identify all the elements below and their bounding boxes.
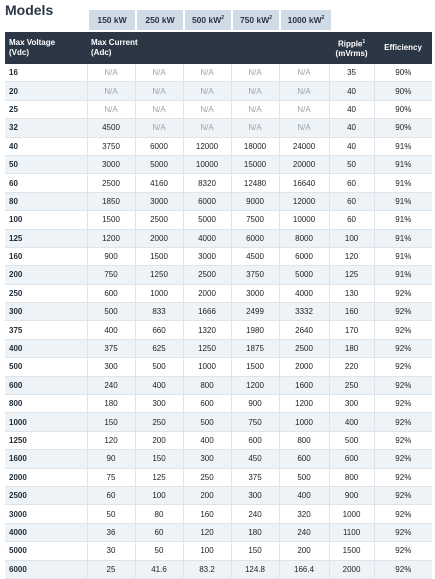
current-150kw-cell: 1850 — [87, 192, 135, 210]
current-250kw-cell: 125 — [135, 468, 183, 486]
voltage-cell: 125 — [5, 229, 87, 247]
ripple-cell: 60 — [329, 174, 374, 192]
efficiency-cell: 92% — [374, 505, 432, 523]
current-1000kw-cell: 10000 — [279, 211, 329, 229]
current-150kw-cell: 500 — [87, 303, 135, 321]
current-500kw-cell: 12000 — [183, 137, 231, 155]
ripple-cell: 130 — [329, 284, 374, 302]
ripple-cell: 800 — [329, 468, 374, 486]
voltage-cell: 300 — [5, 303, 87, 321]
page-title: Models — [5, 2, 54, 18]
current-750kw-cell: 2499 — [231, 303, 279, 321]
table-row — [5, 413, 432, 431]
current-1000kw-cell: 2640 — [279, 321, 329, 339]
current-150kw-cell: 4500 — [87, 119, 135, 137]
current-500kw-cell: 8320 — [183, 174, 231, 192]
table-row — [5, 395, 432, 413]
current-1000kw-cell: 16640 — [279, 174, 329, 192]
current-500kw-cell: 3000 — [183, 247, 231, 265]
current-1000kw-cell: 600 — [279, 450, 329, 468]
current-250kw-cell: 2500 — [135, 211, 183, 229]
current-750kw-cell: 9000 — [231, 192, 279, 210]
voltage-cell: 4000 — [5, 523, 87, 541]
current-500kw-cell: 1666 — [183, 303, 231, 321]
table-row — [5, 100, 432, 118]
efficiency-cell: 92% — [374, 413, 432, 431]
current-500kw-cell: 200 — [183, 486, 231, 504]
current-250kw-cell: 6000 — [135, 137, 183, 155]
voltage-cell: 400 — [5, 339, 87, 357]
current-1000kw-cell: N/A — [279, 82, 329, 100]
current-750kw-cell: 6000 — [231, 229, 279, 247]
voltage-cell: 200 — [5, 266, 87, 284]
current-750kw-cell: N/A — [231, 82, 279, 100]
current-1000kw-cell: 1600 — [279, 376, 329, 394]
efficiency-cell: 91% — [374, 155, 432, 173]
ripple-cell: 60 — [329, 192, 374, 210]
current-500kw-cell: 10000 — [183, 155, 231, 173]
efficiency-cell: 92% — [374, 395, 432, 413]
efficiency-cell: 92% — [374, 468, 432, 486]
table-row — [5, 450, 432, 468]
model-label: 750 kW — [239, 15, 270, 25]
table-row — [5, 505, 432, 523]
ripple-cell: 40 — [329, 119, 374, 137]
ripple-header: Ripple$^1$ (mVrms) — [329, 32, 374, 64]
current-750kw-cell: 180 — [231, 523, 279, 541]
model-footnote: 2 — [269, 15, 273, 21]
current-250kw-cell: 4160 — [135, 174, 183, 192]
current-500kw-cell: 1250 — [183, 339, 231, 357]
current-150kw-cell: N/A — [87, 64, 135, 82]
ripple-cell: 2000 — [329, 560, 374, 578]
voltage-cell: 2500 — [5, 486, 87, 504]
table-row — [5, 303, 432, 321]
efficiency-cell: 92% — [374, 376, 432, 394]
current-750kw-cell: 750 — [231, 413, 279, 431]
current-150kw-cell: 3000 — [87, 155, 135, 173]
voltage-cell: 6000 — [5, 560, 87, 578]
voltage-cell: 600 — [5, 376, 87, 394]
table-row — [5, 523, 432, 541]
voltage-cell: 250 — [5, 284, 87, 302]
ripple-cell: 40 — [329, 100, 374, 118]
voltage-cell: 800 — [5, 395, 87, 413]
current-150kw-cell: 50 — [87, 505, 135, 523]
efficiency-cell: 92% — [374, 560, 432, 578]
current-250kw-cell: 1250 — [135, 266, 183, 284]
model-label: 1000 kW — [287, 15, 322, 25]
ripple-cell: 1100 — [329, 523, 374, 541]
current-500kw-cell: 4000 — [183, 229, 231, 247]
current-150kw-cell: 25 — [87, 560, 135, 578]
current-750kw-cell: 7500 — [231, 211, 279, 229]
current-750kw-cell: 12480 — [231, 174, 279, 192]
voltage-cell: 60 — [5, 174, 87, 192]
ripple-cell: 160 — [329, 303, 374, 321]
current-500kw-cell: 250 — [183, 468, 231, 486]
current-500kw-cell: 1320 — [183, 321, 231, 339]
voltage-cell: 80 — [5, 192, 87, 210]
current-500kw-cell: 1000 — [183, 358, 231, 376]
current-250kw-cell: 150 — [135, 450, 183, 468]
current-150kw-cell: 3750 — [87, 137, 135, 155]
current-1000kw-cell: N/A — [279, 119, 329, 137]
table-row — [5, 64, 432, 82]
efficiency-cell: 92% — [374, 339, 432, 357]
efficiency-cell: 92% — [374, 284, 432, 302]
table-row — [5, 82, 432, 100]
current-250kw-cell: 300 — [135, 395, 183, 413]
current-1000kw-cell: 500 — [279, 468, 329, 486]
current-750kw-cell: 150 — [231, 542, 279, 560]
current-250kw-cell: 200 — [135, 431, 183, 449]
current-250kw-cell: N/A — [135, 82, 183, 100]
voltage-cell: 375 — [5, 321, 87, 339]
current-150kw-cell: 150 — [87, 413, 135, 431]
table-row — [5, 211, 432, 229]
current-250kw-cell: 500 — [135, 358, 183, 376]
ripple-cell: 400 — [329, 413, 374, 431]
current-150kw-cell: 375 — [87, 339, 135, 357]
model-footnote: 2 — [221, 15, 225, 21]
model-tab-1000kw — [281, 10, 331, 30]
current-500kw-cell: 120 — [183, 523, 231, 541]
table-row — [5, 266, 432, 284]
table-header-row — [5, 32, 432, 64]
current-500kw-cell: N/A — [183, 100, 231, 118]
ripple-cell: 250 — [329, 376, 374, 394]
voltage-cell: 3000 — [5, 505, 87, 523]
current-250kw-cell: 833 — [135, 303, 183, 321]
current-150kw-cell: 300 — [87, 358, 135, 376]
current-500kw-cell: 2500 — [183, 266, 231, 284]
efficiency-cell: 91% — [374, 174, 432, 192]
current-250kw-cell: 2000 — [135, 229, 183, 247]
current-750kw-cell: 450 — [231, 450, 279, 468]
voltage-cell: 1250 — [5, 431, 87, 449]
current-750kw-cell: N/A — [231, 64, 279, 82]
current-1000kw-cell: 2500 — [279, 339, 329, 357]
voltage-cell: 25 — [5, 100, 87, 118]
current-750kw-cell: 300 — [231, 486, 279, 504]
ripple-cell: 50 — [329, 155, 374, 173]
ripple-cell: 35 — [329, 64, 374, 82]
current-500kw-cell: 6000 — [183, 192, 231, 210]
voltage-cell: 2000 — [5, 468, 87, 486]
ripple-cell: 900 — [329, 486, 374, 504]
current-750kw-cell: 15000 — [231, 155, 279, 173]
specs-table — [5, 32, 432, 579]
table-row — [5, 247, 432, 265]
table-body — [5, 64, 432, 578]
efficiency-cell: 90% — [374, 100, 432, 118]
current-500kw-cell: 2000 — [183, 284, 231, 302]
current-250kw-cell: 80 — [135, 505, 183, 523]
current-1000kw-cell: 5000 — [279, 266, 329, 284]
voltage-cell: 500 — [5, 358, 87, 376]
current-1000kw-cell: 200 — [279, 542, 329, 560]
efficiency-cell: 92% — [374, 450, 432, 468]
current-500kw-cell: N/A — [183, 82, 231, 100]
current-1000kw-cell: 8000 — [279, 229, 329, 247]
current-250kw-cell: 400 — [135, 376, 183, 394]
ripple-cell: 600 — [329, 450, 374, 468]
current-750kw-cell: 1980 — [231, 321, 279, 339]
current-500kw-cell: 800 — [183, 376, 231, 394]
max-current-header: Max Current (Adc) — [87, 32, 329, 64]
current-250kw-cell: 625 — [135, 339, 183, 357]
table-row — [5, 174, 432, 192]
current-500kw-cell: 100 — [183, 542, 231, 560]
efficiency-cell: 90% — [374, 64, 432, 82]
table-row — [5, 137, 432, 155]
efficiency-cell: 91% — [374, 247, 432, 265]
voltage-cell: 20 — [5, 82, 87, 100]
voltage-cell: 32 — [5, 119, 87, 137]
current-500kw-cell: 400 — [183, 431, 231, 449]
ripple-cell: 1000 — [329, 505, 374, 523]
current-750kw-cell: 375 — [231, 468, 279, 486]
current-150kw-cell: 1500 — [87, 211, 135, 229]
voltage-cell: 5000 — [5, 542, 87, 560]
ripple-cell: 40 — [329, 137, 374, 155]
current-1000kw-cell: 20000 — [279, 155, 329, 173]
ripple-cell: 300 — [329, 395, 374, 413]
ripple-cell: 60 — [329, 211, 374, 229]
current-250kw-cell: 100 — [135, 486, 183, 504]
current-150kw-cell: 750 — [87, 266, 135, 284]
table-row — [5, 155, 432, 173]
current-150kw-cell: 400 — [87, 321, 135, 339]
current-1000kw-cell: 12000 — [279, 192, 329, 210]
table-row — [5, 542, 432, 560]
efficiency-cell: 91% — [374, 211, 432, 229]
table-row — [5, 468, 432, 486]
efficiency-cell: 92% — [374, 486, 432, 504]
current-1000kw-cell: 320 — [279, 505, 329, 523]
model-label: 150 kW — [97, 15, 127, 25]
model-tab-250kw — [137, 10, 183, 30]
current-250kw-cell: N/A — [135, 119, 183, 137]
current-1000kw-cell: 24000 — [279, 137, 329, 155]
ripple-cell: 170 — [329, 321, 374, 339]
efficiency-cell: 92% — [374, 431, 432, 449]
current-250kw-cell: 41.6 — [135, 560, 183, 578]
voltage-cell: 100 — [5, 211, 87, 229]
table-row — [5, 229, 432, 247]
efficiency-cell: 92% — [374, 358, 432, 376]
voltage-cell: 16 — [5, 64, 87, 82]
current-250kw-cell: 5000 — [135, 155, 183, 173]
current-150kw-cell: 600 — [87, 284, 135, 302]
current-500kw-cell: N/A — [183, 64, 231, 82]
efficiency-cell: 92% — [374, 523, 432, 541]
max-voltage-header: Max Voltage (Vdc) — [5, 32, 87, 64]
current-1000kw-cell: 4000 — [279, 284, 329, 302]
current-150kw-cell: N/A — [87, 100, 135, 118]
current-750kw-cell: 3750 — [231, 266, 279, 284]
current-750kw-cell: N/A — [231, 100, 279, 118]
current-750kw-cell: 1875 — [231, 339, 279, 357]
table-row — [5, 284, 432, 302]
efficiency-cell: 92% — [374, 542, 432, 560]
current-500kw-cell: 160 — [183, 505, 231, 523]
current-1000kw-cell: N/A — [279, 100, 329, 118]
current-750kw-cell: 18000 — [231, 137, 279, 155]
current-150kw-cell: 75 — [87, 468, 135, 486]
current-250kw-cell: 60 — [135, 523, 183, 541]
current-150kw-cell: 240 — [87, 376, 135, 394]
model-label: 500 kW — [191, 15, 222, 25]
model-tab-750kw — [233, 10, 279, 30]
current-500kw-cell: 300 — [183, 450, 231, 468]
current-750kw-cell: 4500 — [231, 247, 279, 265]
current-750kw-cell: 240 — [231, 505, 279, 523]
current-250kw-cell: 3000 — [135, 192, 183, 210]
ripple-cell: 125 — [329, 266, 374, 284]
efficiency-cell: 91% — [374, 229, 432, 247]
current-1000kw-cell: 1200 — [279, 395, 329, 413]
current-750kw-cell: 900 — [231, 395, 279, 413]
current-150kw-cell: N/A — [87, 82, 135, 100]
ripple-cell: 500 — [329, 431, 374, 449]
efficiency-header: Efficiency — [374, 32, 432, 64]
current-500kw-cell: 5000 — [183, 211, 231, 229]
current-150kw-cell: 30 — [87, 542, 135, 560]
current-150kw-cell: 1200 — [87, 229, 135, 247]
efficiency-cell: 90% — [374, 82, 432, 100]
current-150kw-cell: 60 — [87, 486, 135, 504]
efficiency-cell: 92% — [374, 303, 432, 321]
current-1000kw-cell: 2000 — [279, 358, 329, 376]
current-150kw-cell: 2500 — [87, 174, 135, 192]
voltage-cell: 1600 — [5, 450, 87, 468]
current-500kw-cell: 600 — [183, 395, 231, 413]
current-150kw-cell: 120 — [87, 431, 135, 449]
current-250kw-cell: 50 — [135, 542, 183, 560]
current-750kw-cell: N/A — [231, 119, 279, 137]
current-250kw-cell: 660 — [135, 321, 183, 339]
current-1000kw-cell: 3332 — [279, 303, 329, 321]
current-1000kw-cell: 1000 — [279, 413, 329, 431]
efficiency-cell: 91% — [374, 266, 432, 284]
current-750kw-cell: 3000 — [231, 284, 279, 302]
voltage-cell: 160 — [5, 247, 87, 265]
current-1000kw-cell: 240 — [279, 523, 329, 541]
ripple-cell: 1500 — [329, 542, 374, 560]
efficiency-cell: 90% — [374, 119, 432, 137]
current-500kw-cell: 500 — [183, 413, 231, 431]
current-150kw-cell: 900 — [87, 247, 135, 265]
current-250kw-cell: N/A — [135, 64, 183, 82]
voltage-cell: 40 — [5, 137, 87, 155]
ripple-cell: 180 — [329, 339, 374, 357]
model-label: 250 kW — [145, 15, 175, 25]
model-footnote: 2 — [321, 15, 325, 21]
efficiency-cell: 92% — [374, 321, 432, 339]
table-row — [5, 431, 432, 449]
table-row — [5, 119, 432, 137]
current-250kw-cell: 250 — [135, 413, 183, 431]
table-row — [5, 560, 432, 578]
voltage-cell: 50 — [5, 155, 87, 173]
current-150kw-cell: 90 — [87, 450, 135, 468]
current-750kw-cell: 1500 — [231, 358, 279, 376]
current-750kw-cell: 600 — [231, 431, 279, 449]
ripple-cell: 120 — [329, 247, 374, 265]
ripple-cell: 40 — [329, 82, 374, 100]
table-row — [5, 376, 432, 394]
table-row — [5, 486, 432, 504]
current-250kw-cell: N/A — [135, 100, 183, 118]
current-150kw-cell: 36 — [87, 523, 135, 541]
efficiency-cell: 91% — [374, 137, 432, 155]
current-1000kw-cell: 400 — [279, 486, 329, 504]
voltage-cell: 1000 — [5, 413, 87, 431]
table-row — [5, 339, 432, 357]
table-row — [5, 192, 432, 210]
current-1000kw-cell: 800 — [279, 431, 329, 449]
current-500kw-cell: N/A — [183, 119, 231, 137]
efficiency-cell: 91% — [374, 192, 432, 210]
table-row — [5, 321, 432, 339]
current-750kw-cell: 124.8 — [231, 560, 279, 578]
ripple-cell: 100 — [329, 229, 374, 247]
model-tab-150kw — [89, 10, 135, 30]
current-500kw-cell: 83.2 — [183, 560, 231, 578]
current-750kw-cell: 1200 — [231, 376, 279, 394]
model-tab-500kw — [185, 10, 231, 30]
current-250kw-cell: 1000 — [135, 284, 183, 302]
ripple-cell: 220 — [329, 358, 374, 376]
current-1000kw-cell: 6000 — [279, 247, 329, 265]
current-150kw-cell: 180 — [87, 395, 135, 413]
current-1000kw-cell: N/A — [279, 64, 329, 82]
current-1000kw-cell: 166.4 — [279, 560, 329, 578]
current-250kw-cell: 1500 — [135, 247, 183, 265]
table-row — [5, 358, 432, 376]
